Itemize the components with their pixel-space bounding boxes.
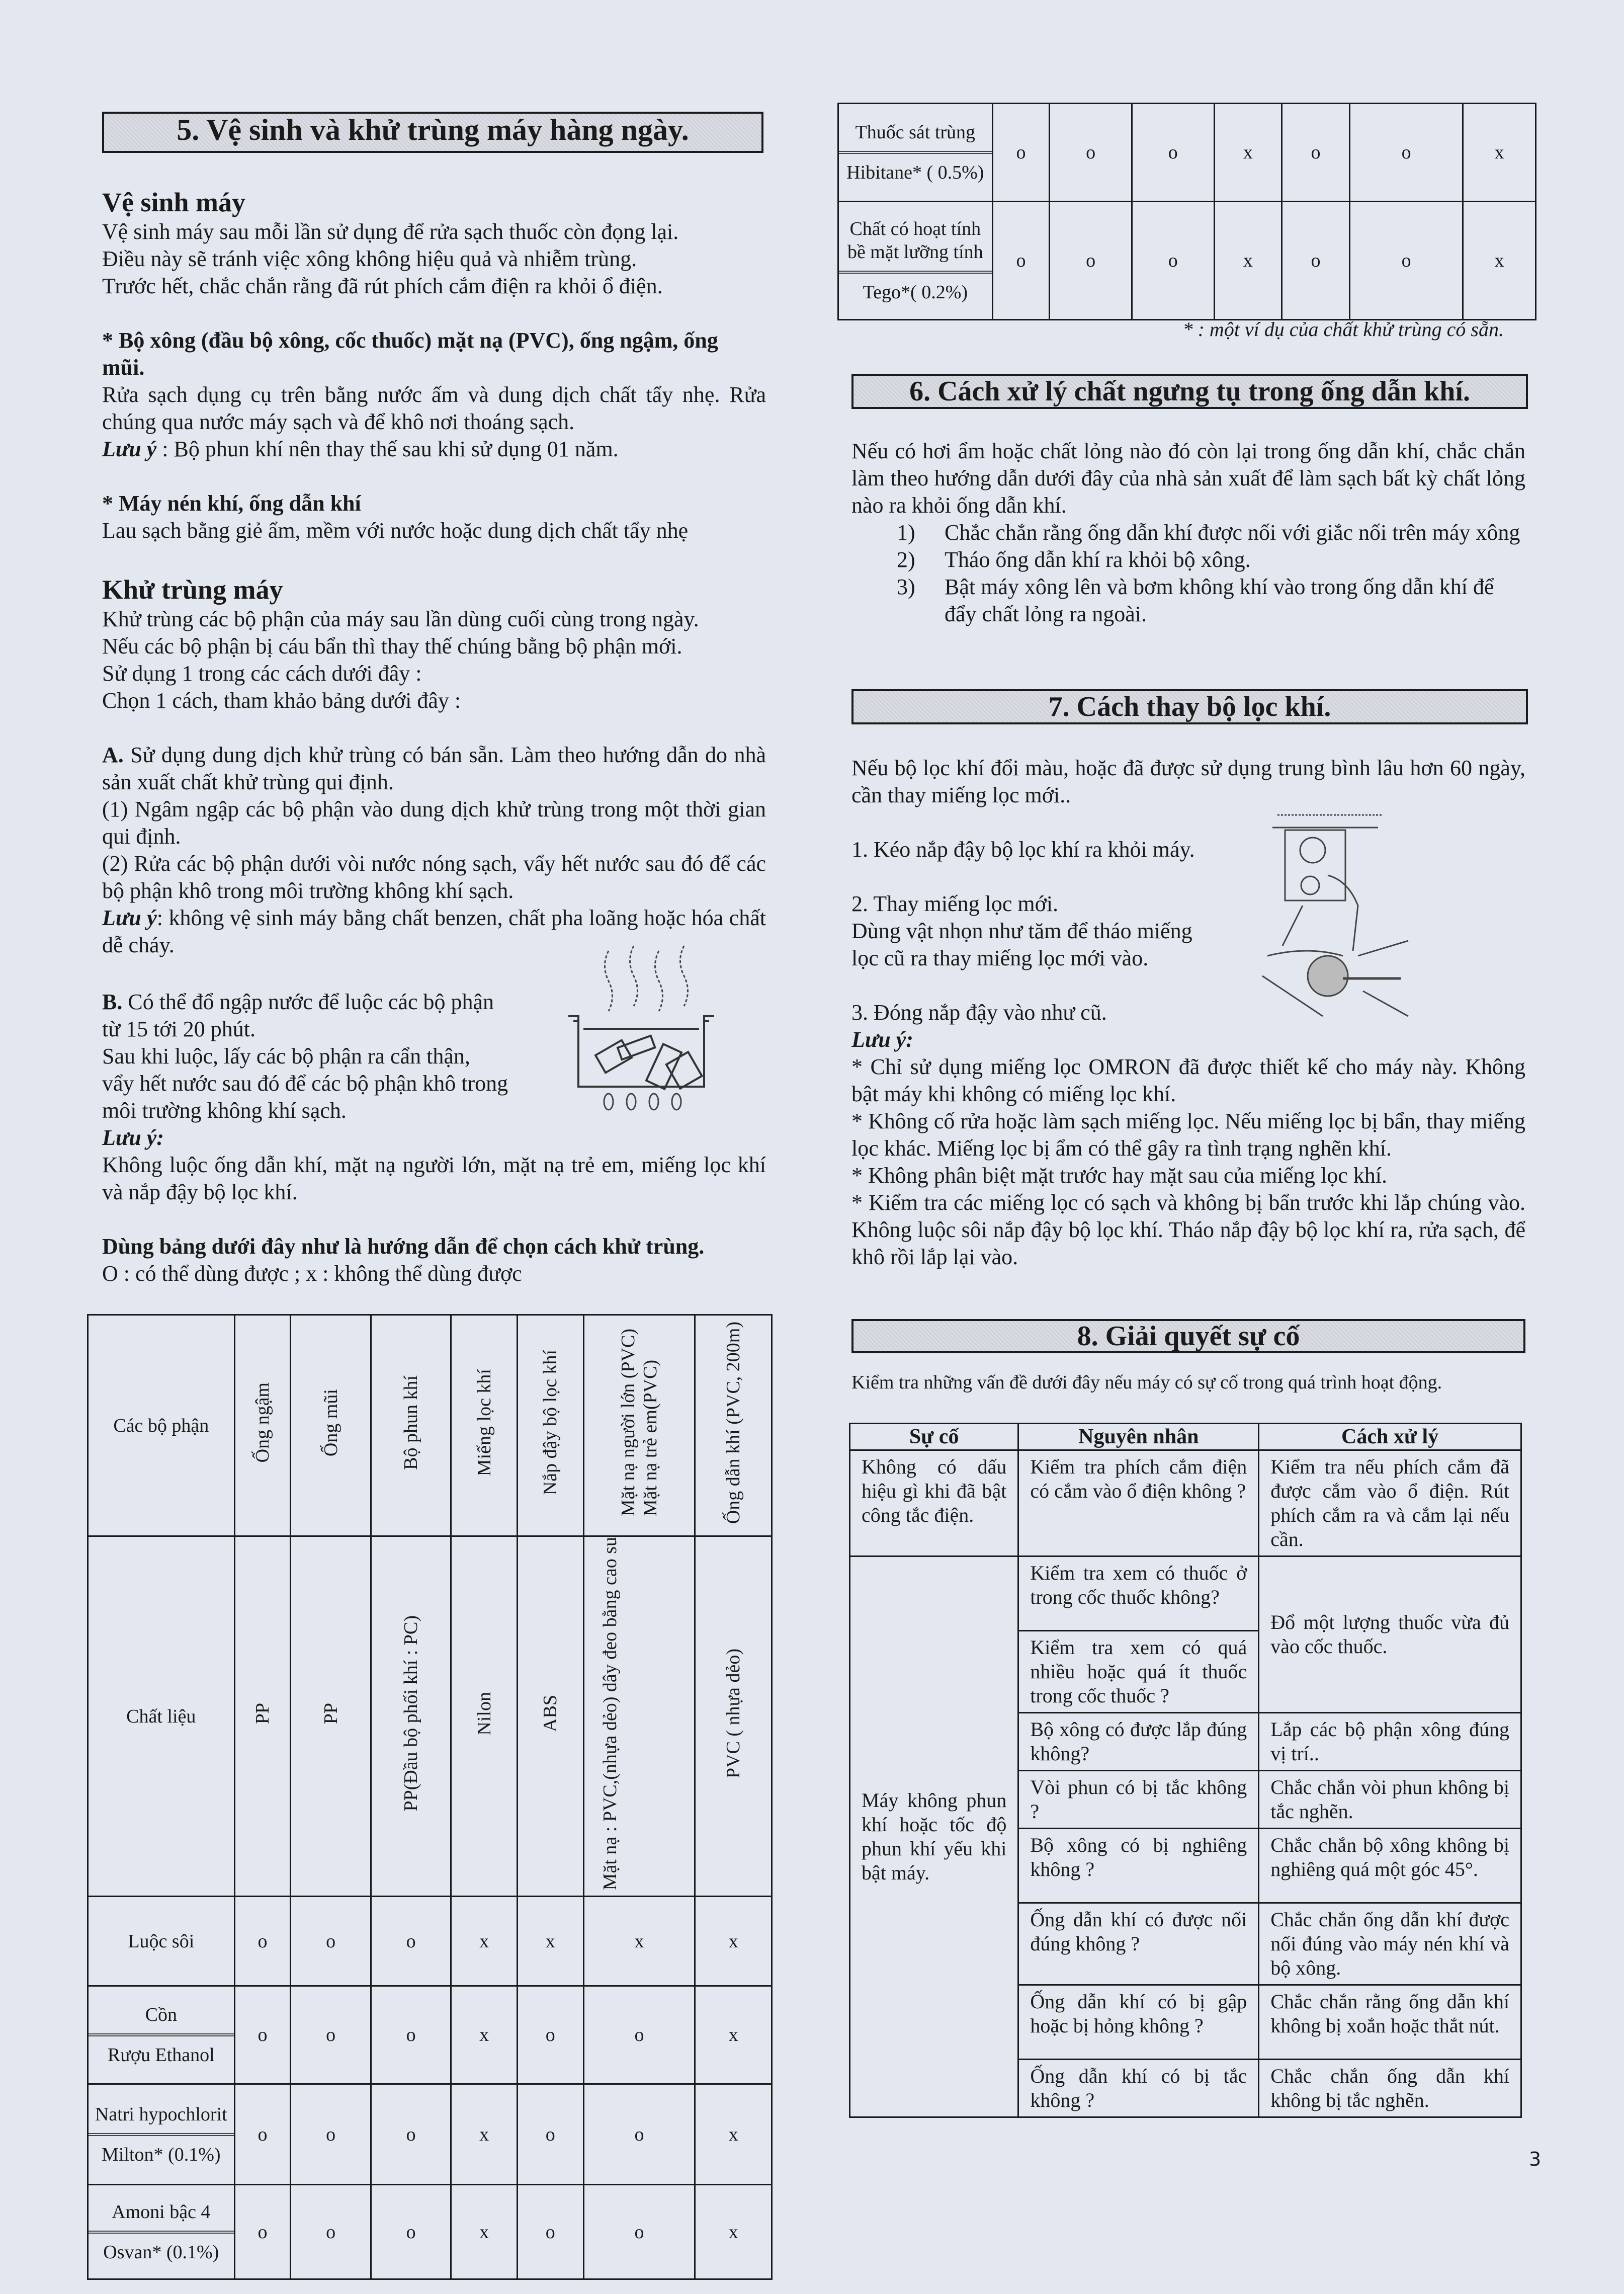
compat-cell: o <box>1349 104 1463 202</box>
compat-cell: x <box>583 1897 695 1986</box>
material-cell <box>291 1536 371 1897</box>
col-problem: Sự cố <box>850 1424 1018 1450</box>
cleaning-line: Trước hết, chắc chắn rằng đã rút phích cắm điện ra khỏi ổ điện. <box>102 274 663 298</box>
method-name: Cồn <box>145 2004 177 2026</box>
method-row <box>88 1986 772 2084</box>
section5-title: 5. Vệ sinh và khử trùng máy hàng ngày. <box>102 112 763 153</box>
compat-cell: o <box>992 202 1050 320</box>
cause-cell: Kiểm tra xem có quá nhiều hoặc quá ít thuốc trong cốc thuốc ? <box>1018 1631 1259 1713</box>
disinfection-line: Chọn 1 cách, tham khảo bảng dưới đây : <box>102 688 461 713</box>
method-name: Natri hypochlorit <box>95 2103 227 2125</box>
part-header <box>695 1315 772 1536</box>
disinfection-table-continued <box>837 103 1536 320</box>
section6-title: 6. Cách xử lý chất ngưng tụ trong ống dẫn khí. <box>851 374 1528 409</box>
method-name: Hibitane* ( 0.5%) <box>839 151 992 191</box>
part-header <box>517 1315 583 1536</box>
boiling-pot-illustration <box>563 941 724 1122</box>
method-b-line: từ 15 tới 20 phút. <box>102 1017 256 1041</box>
method-b-label: B. <box>102 990 123 1014</box>
method-cell <box>88 1897 235 1986</box>
disinfection-table <box>87 1314 773 2280</box>
part-header <box>371 1315 451 1536</box>
method-a-text: Sử dụng dung dịch khử trùng có bán sẵn. Làm theo hướng dẫn do nhà sản xuất chất khử trùng qui định. <box>102 743 766 794</box>
part-name: Nắp đậy bộ lọc khí <box>540 1350 561 1496</box>
part-name: Miếng lọc khí <box>473 1369 495 1477</box>
table-legend: O : có thể dùng được ; x : không thể dùng được <box>102 1261 522 1286</box>
material-cell <box>695 1536 772 1897</box>
compat-cell: o <box>234 1986 291 2084</box>
section6-intro: Nếu có hơi ẩm hoặc chất lỏng nào đó còn lại trong ống dẫn khí, chắc chắn làm theo hướng dẫn dưới đây của nhà sản xuất để làm sạch bất kỳ chất lỏng nào ra khỏi ống dẫn khí. <box>851 439 1525 518</box>
method-name: Luộc sôi <box>128 1930 195 1952</box>
material-cell <box>517 1536 583 1897</box>
fix-cell: Chắc chắn bộ xông không bị nghiêng quá một góc 45°. <box>1259 1829 1521 1903</box>
method-name: Tego*( 0.2%) <box>839 271 992 311</box>
boil-note <box>102 1124 766 1287</box>
part-name: Ống dẫn khí (PVC, 200m) <box>723 1321 744 1524</box>
section7-step3: 3. Đóng nắp đậy vào như cũ. <box>851 1000 1107 1025</box>
part-name: Ống ngậm <box>251 1382 273 1463</box>
cause-cell: Bộ xông có bị nghiêng không ? <box>1018 1829 1259 1903</box>
section7-notes <box>851 1053 1525 1271</box>
fix-cell: Chắc chắn ống dẫn khí không bị tắc nghẽn. <box>1259 2060 1521 2117</box>
method-cell <box>838 104 993 202</box>
compat-cell: o <box>291 2185 371 2279</box>
method-row <box>88 2084 772 2185</box>
table-intro: Dùng bảng dưới đây như là hướng dẫn để chọn cách khử trùng. <box>102 1234 705 1259</box>
step-text: Chắc chắn rằng ống dẫn khí được nối với giắc nối trên máy xông <box>945 520 1520 545</box>
method-b-line: vẩy hết nước sau đó để các bộ phận khô trong <box>102 1071 508 1096</box>
method-name: Chất có hoạt tính bề mặt lưỡng tính <box>847 218 983 263</box>
disinfection-heading: Khử trùng máy <box>102 575 283 605</box>
part-name: Ống mũi <box>320 1388 341 1457</box>
method-name: Thuốc sát trùng <box>855 122 976 143</box>
compat-cell: o <box>291 1986 371 2084</box>
compat-cell: o <box>234 2185 291 2279</box>
method-name: Osvan* (0.1%) <box>89 2231 234 2271</box>
method-row <box>88 2185 772 2279</box>
col-fix: Cách xử lý <box>1259 1424 1521 1450</box>
fix-cell: Lắp các bộ phận xông đúng vị trí.. <box>1259 1713 1521 1771</box>
item2-text: Lau sạch bằng giẻ ẩm, mềm với nước hoặc dung dịch chất tẩy nhẹ <box>102 518 689 543</box>
parts-label: Các bộ phận <box>88 1315 235 1536</box>
compat-cell: o <box>1349 202 1463 320</box>
fix-cell: Đổ một lượng thuốc vừa đủ vào cốc thuốc. <box>1259 1556 1521 1713</box>
troubleshooting-table <box>849 1423 1522 2118</box>
cause-cell: Vòi phun có bị tắc không ? <box>1018 1771 1259 1829</box>
compat-cell: o <box>583 1986 695 2084</box>
cause-cell: Ống dẫn khí có bị gập hoặc bị hỏng không ? <box>1018 1985 1259 2060</box>
compat-cell: o <box>371 2084 451 2185</box>
section7-title: 7. Cách thay bộ lọc khí. <box>851 689 1528 724</box>
section7-step1: 1. Kéo nắp đậy bộ lọc khí ra khỏi máy. <box>851 837 1195 862</box>
material-cell <box>451 1536 518 1897</box>
fix-cell: Chắc chắn ống dẫn khí được nối đúng vào máy nén khí và bộ xông. <box>1259 1903 1521 1985</box>
method-b-line <box>102 989 605 1016</box>
method-a-step1: (1) Ngâm ngập các bộ phận vào dung dịch khử trùng trong một thời gian qui định. <box>102 797 766 849</box>
section6-body <box>851 438 1525 628</box>
compat-cell: o <box>583 2185 695 2279</box>
compat-cell: x <box>1214 104 1282 202</box>
note-label: Lưu ý <box>102 437 157 461</box>
section5-disinfection <box>102 574 766 959</box>
table-row <box>850 1556 1521 1631</box>
note-text: : Bộ phun khí nên thay thế sau khi sử dụng 01 năm. <box>156 437 619 461</box>
compat-cell: x <box>1463 104 1536 202</box>
material-cell <box>583 1536 695 1897</box>
compat-cell: o <box>234 1897 291 1986</box>
cause-cell: Ống dẫn khí có được nối đúng không ? <box>1018 1903 1259 1985</box>
part-header <box>234 1315 291 1536</box>
part-name: Bộ phun khí <box>400 1375 422 1470</box>
compat-cell: x <box>451 1897 518 1986</box>
compat-cell: o <box>1282 104 1350 202</box>
section7-body <box>851 755 1525 1271</box>
compat-cell: x <box>451 2185 518 2279</box>
step-number: 2) <box>897 547 915 572</box>
method-row <box>88 1897 772 1986</box>
section7-note: * Không cố rửa hoặc làm sạch miếng lọc. Nếu miếng lọc bị bẩn, thay miếng lọc khác. Miếng lọc bị ẩm có thể gây ra tình trạng nghẽn khí. <box>851 1109 1525 1161</box>
section6-step <box>897 546 1525 574</box>
section7-note-label: Lưu ý: <box>851 1027 913 1052</box>
method-a-label: A. <box>102 743 124 767</box>
note-label: Lưu ý <box>102 906 157 930</box>
method-name: Milton* (0.1%) <box>89 2133 234 2173</box>
material-name: PVC ( nhựa dẻo) <box>723 1649 744 1779</box>
compat-cell: x <box>517 1897 583 1986</box>
section7-note: * Chỉ sử dụng miếng lọc OMRON đã được thiết kế cho máy này. Không bật máy khi không có miếng lọc khí. <box>851 1054 1525 1106</box>
compat-cell: x <box>695 2084 772 2185</box>
material-cell <box>234 1536 291 1897</box>
method-row <box>838 202 1536 320</box>
compat-cell: o <box>1132 104 1214 202</box>
section8-title: 8. Giải quyết sự cố <box>851 1319 1525 1353</box>
material-name: Mặt nạ : PVC,(nhựa dẻo) dây đeo bằng cao su <box>600 1537 621 1891</box>
compat-cell: o <box>517 1986 583 2084</box>
boil-note-label: Lưu ý: <box>102 1125 164 1150</box>
compat-cell: x <box>451 2084 518 2185</box>
step-number: 1) <box>897 520 915 545</box>
cause-cell: Ống dẫn khí có bị tắc không ? <box>1018 2060 1259 2117</box>
section6-step <box>897 574 1525 628</box>
compat-cell: o <box>517 2185 583 2279</box>
compat-cell: o <box>517 2084 583 2185</box>
method-b-line: Sau khi luộc, lấy các bộ phận ra cẩn thận, <box>102 1044 470 1069</box>
table-footnote: * : một ví dụ của chất khử trùng có sẵn. <box>1182 318 1504 341</box>
method-row <box>838 104 1536 202</box>
section7-note: * Không phân biệt mặt trước hay mặt sau của miếng lọc khí. <box>851 1163 1387 1188</box>
compat-cell: o <box>234 2084 291 2185</box>
material-row <box>88 1536 772 1897</box>
cause-cell: Kiểm tra xem có thuốc ở trong cốc thuốc không? <box>1018 1556 1259 1631</box>
compat-cell: o <box>291 1897 371 1986</box>
compat-cell: o <box>992 104 1050 202</box>
cleaning-line: Điều này sẽ tránh việc xông không hiệu quả và nhiễm trùng. <box>102 247 637 271</box>
part-header <box>451 1315 518 1536</box>
item1-note <box>102 436 766 463</box>
compat-cell: o <box>1050 202 1132 320</box>
cause-cell: Kiểm tra phích cắm điện có cắm vào ổ điện không ? <box>1018 1450 1259 1556</box>
filter-replacement-illustration <box>1257 810 1423 1021</box>
boil-note-text: Không luộc ống dẫn khí, mặt nạ người lớn, mặt nạ trẻ em, miếng lọc khí và nắp đậy bộ lọc khí. <box>102 1153 766 1204</box>
compat-cell: x <box>1463 202 1536 320</box>
disinfection-line: Nếu các bộ phận bị cáu bẩn thì thay thế chúng bằng bộ phận mới. <box>102 634 682 659</box>
method-cell <box>88 1986 235 2084</box>
header-row <box>850 1424 1521 1450</box>
cleaning-line: Vệ sinh máy sau mỗi lần sử dụng để rửa sạch thuốc còn đọng lại. <box>102 219 679 244</box>
method-cell <box>838 202 993 320</box>
section7-step2-line: Dùng vật nhọn như tăm để tháo miếng <box>851 919 1192 943</box>
parts-row <box>88 1315 772 1536</box>
problem-cell: Không có dấu hiệu gì khi đã bật công tắc điện. <box>850 1450 1018 1556</box>
section7-step2-title: 2. Thay miếng lọc mới. <box>851 891 1059 916</box>
note-text: : không vệ sinh máy bằng chất benzen, chất pha loãng hoặc hóa chất dễ cháy. <box>102 906 766 957</box>
part-header <box>583 1315 695 1536</box>
fix-cell: Chắc chắn rằng ống dẫn khí không bị xoắn hoặc thắt nút. <box>1259 1985 1521 2060</box>
cleaning-heading: Vệ sinh máy <box>102 187 246 217</box>
step-number: 3) <box>897 575 915 599</box>
method-name: Amoni bậc 4 <box>112 2201 211 2223</box>
disinfection-line: Sử dụng 1 trong các cách dưới đây : <box>102 661 422 686</box>
compat-cell: o <box>291 2084 371 2185</box>
item1-heading: * Bộ xông (đầu bộ xông, cốc thuốc) mặt nạ (PVC), ống ngậm, ống mũi. <box>102 328 718 380</box>
method-b-text: Có thể đổ ngập nước để luộc các bộ phận <box>122 990 494 1014</box>
material-name: PP <box>320 1703 341 1725</box>
material-cell <box>371 1536 451 1897</box>
compat-cell: x <box>695 2185 772 2279</box>
section7-note: * Kiểm tra các miếng lọc có sạch và không bị bẩn trước khi lắp chúng vào. Không luộc sôi nắp đậy bộ lọc khí. Tháo nắp đậy bộ lọc khí ra, rửa sạch, để khô rồi lắp lại vào. <box>851 1190 1525 1269</box>
section8-intro: Kiểm tra những vấn đề dưới đây nếu máy có sự cố trong quá trình hoạt động. <box>851 1372 1442 1393</box>
method-a <box>102 742 766 796</box>
item1-text: Rửa sạch dụng cụ trên bằng nước ấm và dung dịch chất tẩy nhẹ. Rửa chúng qua nước máy sạch và để khô nơi thoáng sạch. <box>102 382 766 434</box>
section7-step2-line: lọc cũ ra thay miếng lọc mới vào. <box>851 946 1149 970</box>
step-text: Tháo ống dẫn khí ra khỏi bộ xông. <box>945 547 1251 572</box>
compat-cell: o <box>371 1986 451 2084</box>
item2-heading: * Máy nén khí, ống dẫn khí <box>102 491 361 516</box>
disinfection-line: Khử trùng các bộ phận của máy sau lần dùng cuối cùng trong ngày. <box>102 607 699 631</box>
material-name: ABS <box>540 1695 561 1733</box>
table-row <box>850 1450 1521 1556</box>
method-name: Rượu Ethanol <box>89 2033 234 2074</box>
compat-cell: o <box>583 2084 695 2185</box>
fix-cell: Kiểm tra nếu phích cắm đã được cắm vào ổ điện. Rút phích cắm ra và cắm lại nếu cần. <box>1259 1450 1521 1556</box>
method-cell <box>88 2084 235 2185</box>
page-number: 3 <box>1529 2148 1542 2170</box>
cause-cell: Bộ xông có được lắp đúng không? <box>1018 1713 1259 1771</box>
compat-cell: x <box>695 1986 772 2084</box>
material-label: Chất liệu <box>88 1536 235 1897</box>
section5-cleaning <box>102 186 766 544</box>
method-b-line: môi trường không khí sạch. <box>102 1098 347 1123</box>
method-a-step2: (2) Rửa các bộ phận dưới vòi nước nóng sạch, vẩy hết nước sau đó để các bộ phận khô trong môi trường không khí sạch. <box>102 851 766 903</box>
method-b <box>102 989 605 1124</box>
material-name: Nilon <box>473 1691 495 1736</box>
compat-cell: o <box>1282 202 1350 320</box>
compat-cell: x <box>1214 202 1282 320</box>
compat-cell: o <box>371 2185 451 2279</box>
step-text: Bật máy xông lên và bơm không khí vào trong ống dẫn khí để đẩy chất lỏng ra ngoài. <box>945 575 1494 626</box>
section6-step <box>897 519 1525 546</box>
compat-cell: x <box>695 1897 772 1986</box>
fix-cell: Chắc chắn vòi phun không bị tắc nghẽn. <box>1259 1771 1521 1829</box>
material-name: PP(Đầu bộ phối khí : PC) <box>400 1615 422 1812</box>
part-header <box>291 1315 371 1536</box>
compat-cell: o <box>1050 104 1132 202</box>
compat-cell: x <box>451 1986 518 2084</box>
part-name: Mặt nạ người lớn (PVC) Mặt nạ trẻ em(PVC) <box>618 1329 661 1517</box>
compat-cell: o <box>371 1897 451 1986</box>
section7-intro: Nếu bộ lọc khí đổi màu, hoặc đã được sử dụng trung bình lâu hơn 60 ngày, cần thay miếng lọc mới.. <box>851 756 1525 807</box>
compat-cell: o <box>1132 202 1214 320</box>
col-cause: Nguyên nhân <box>1018 1424 1259 1450</box>
section6-steps <box>851 519 1525 628</box>
material-name: PP <box>251 1703 273 1725</box>
method-cell <box>88 2185 235 2279</box>
problem-cell: Máy không phun khí hoặc tốc độ phun khí yếu khi bật máy. <box>850 1556 1018 2117</box>
